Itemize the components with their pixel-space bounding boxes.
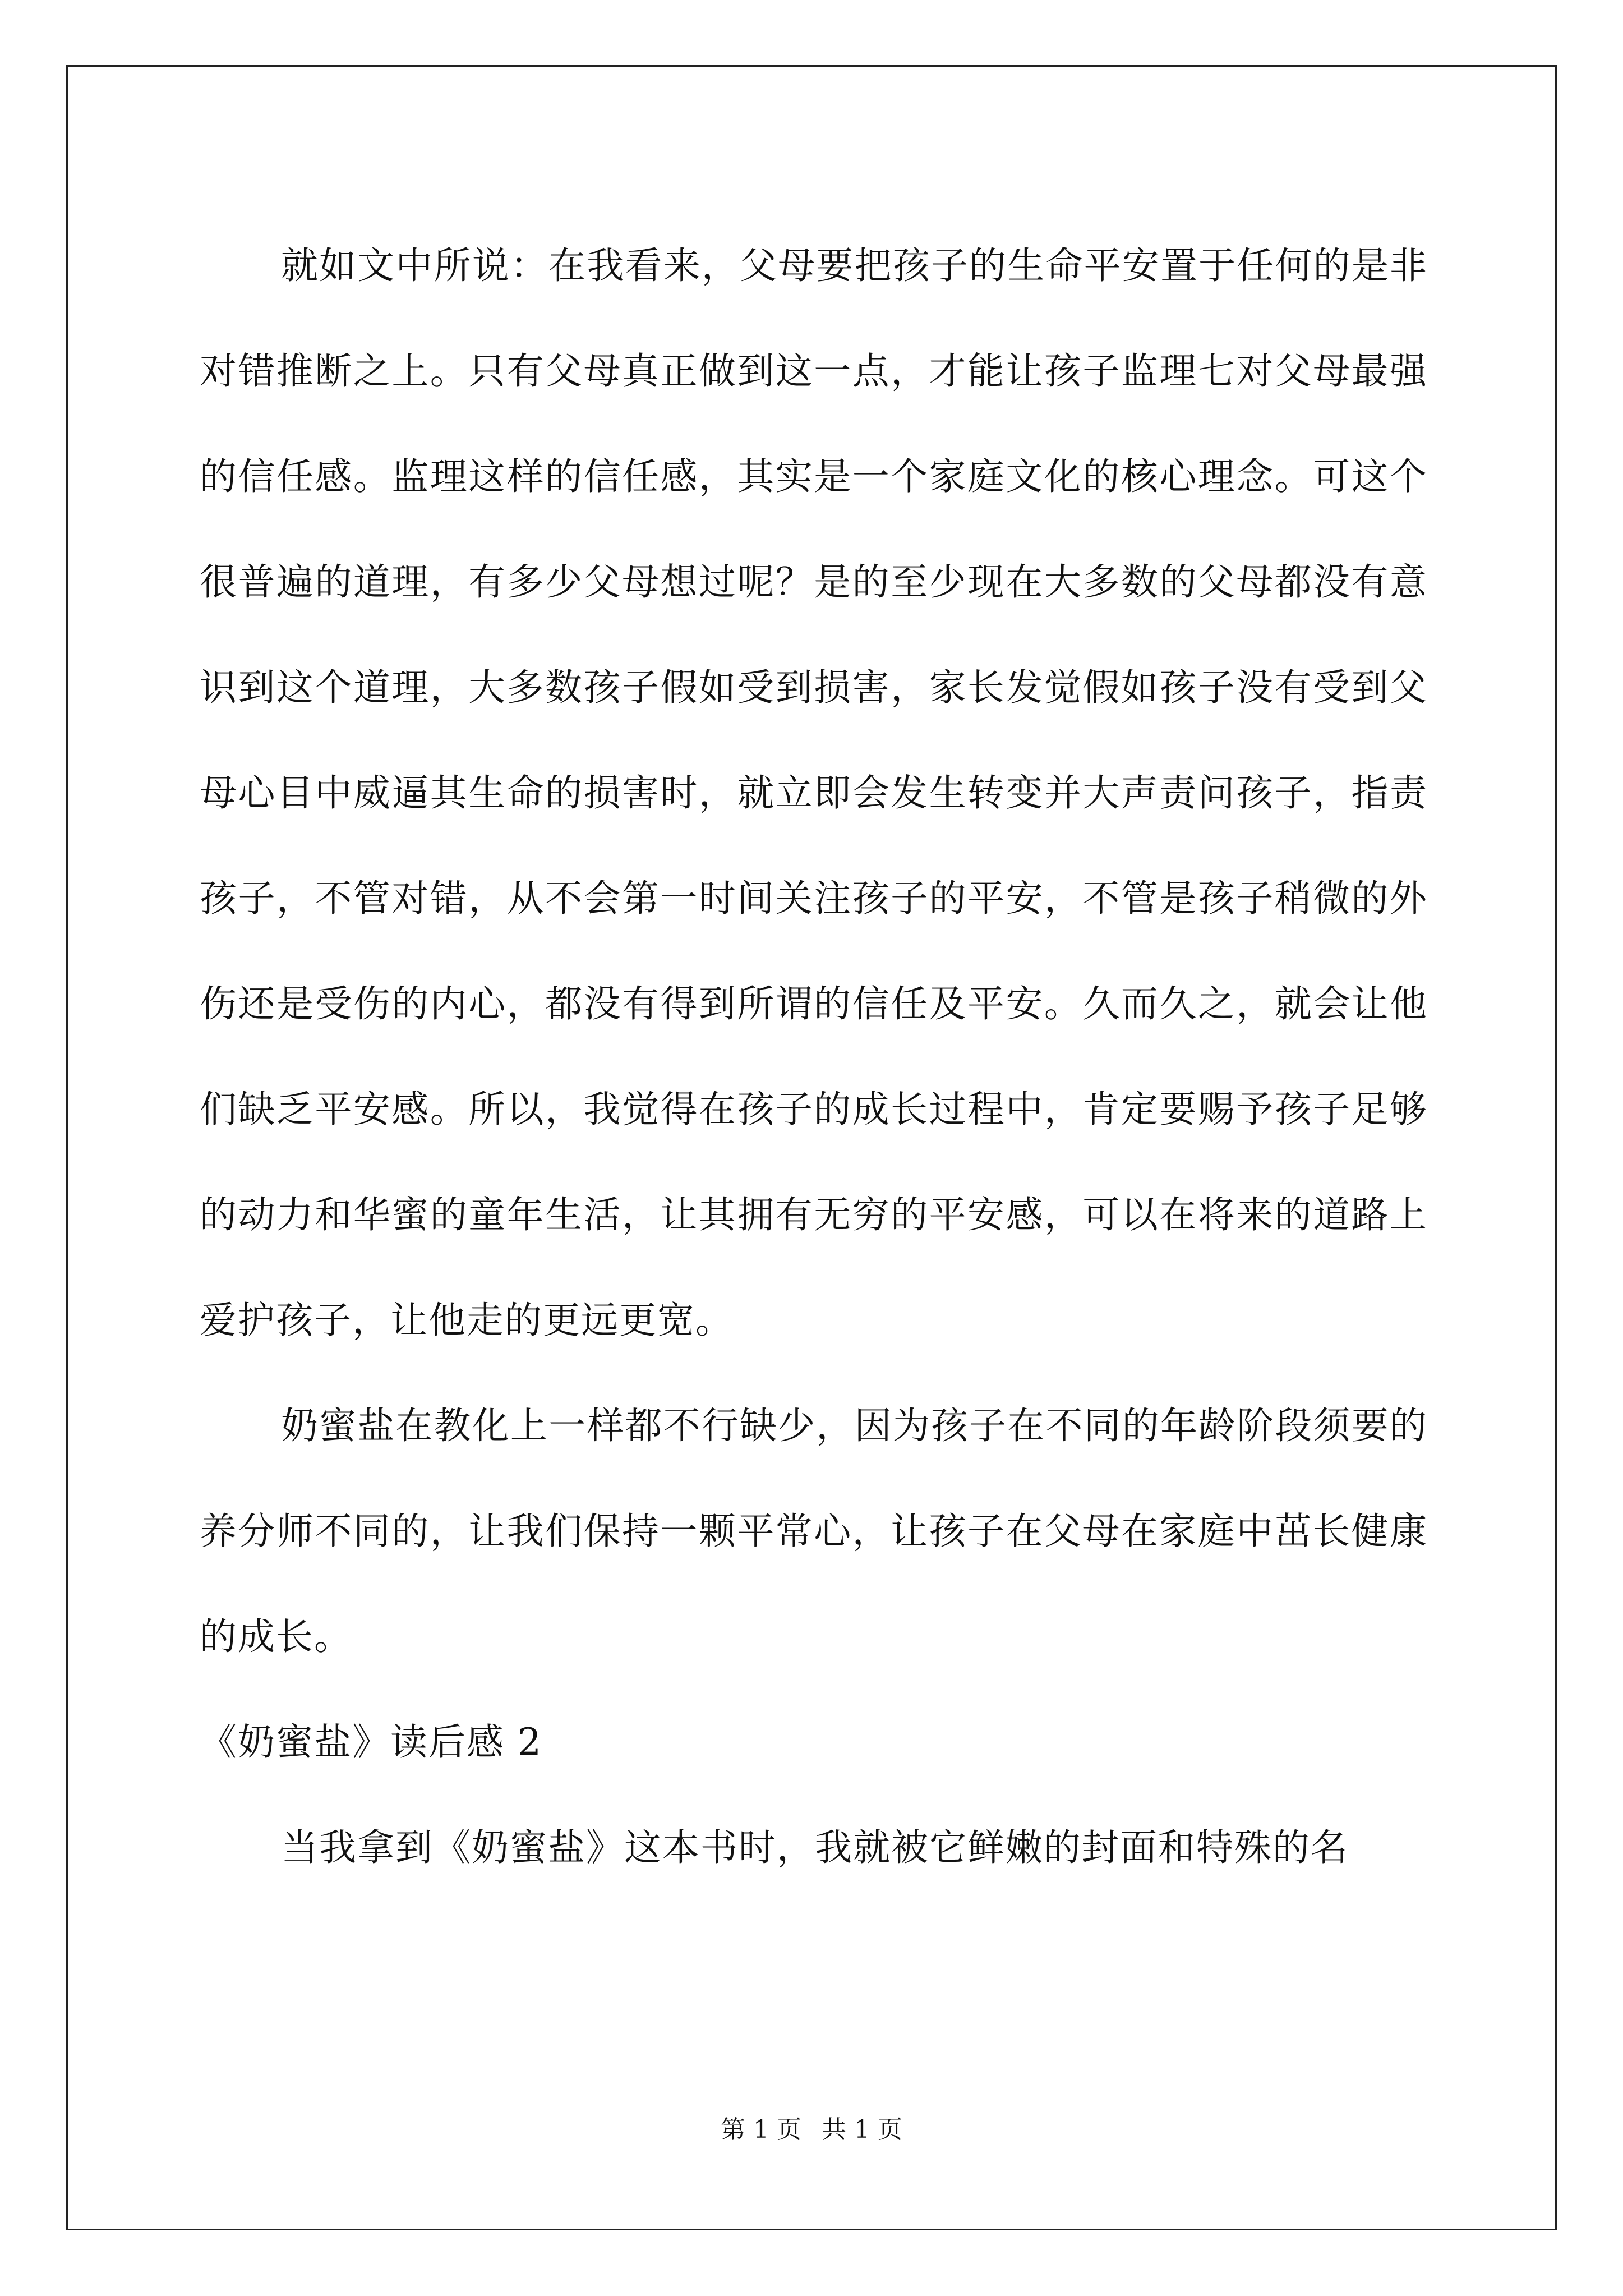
page-footer	[0, 2109, 1623, 2145]
paragraph-3: 当我拿到《奶蜜盐》这本书时，我就被它鲜嫩的封面和特殊的名	[281, 1826, 1349, 1869]
paragraph-2: 奶蜜盐在教化上一样都不行缺少，因为孩子在不同的年龄阶段须要的养分师不同的，让我们保持一颗平常心，让孩子在父母在家庭中茁长健康的成长。	[200, 1404, 1428, 1658]
paragraph-1: 就如文中所说：在我看来，父母要把孩子的生命平安置于任何的是非对错推断之上。只有父母真正做到这一点，才能让孩子监理七对父母最强的信任感。监理这样的信任感，其实是一个家庭文化的核心理念。可这个很普遍的道理，有多少父母想过呢？是的至少现在大多数的父母都没有意识到这个道理，大多数孩子假如受到损害，家长发觉假如孩子没有受到父母心目中威逼其生命的损害时，就立即会发生转变并大声责问孩子，指责孩子，不管对错，从不会第一时间关注孩子的平安，不管是孩子稍微的外伤还是受伤的内心，都没有得到所谓的信任及平安。久而久之，就会让他们缺乏平安感。所以，我觉得在孩子的成长过程中，肯定要赐予孩子足够的动力和华蜜的童年生活，让其拥有无穷的平安感，可以在将来的道路上爱护孩子，让他走的更远更宽。	[200, 244, 1428, 1342]
page-number: 第 1 页	[721, 2115, 801, 2144]
page-total: 共 1 页	[822, 2115, 902, 2144]
document-body	[200, 213, 1428, 1901]
section-heading: 《奶蜜盐》读后感 2	[200, 1720, 542, 1764]
